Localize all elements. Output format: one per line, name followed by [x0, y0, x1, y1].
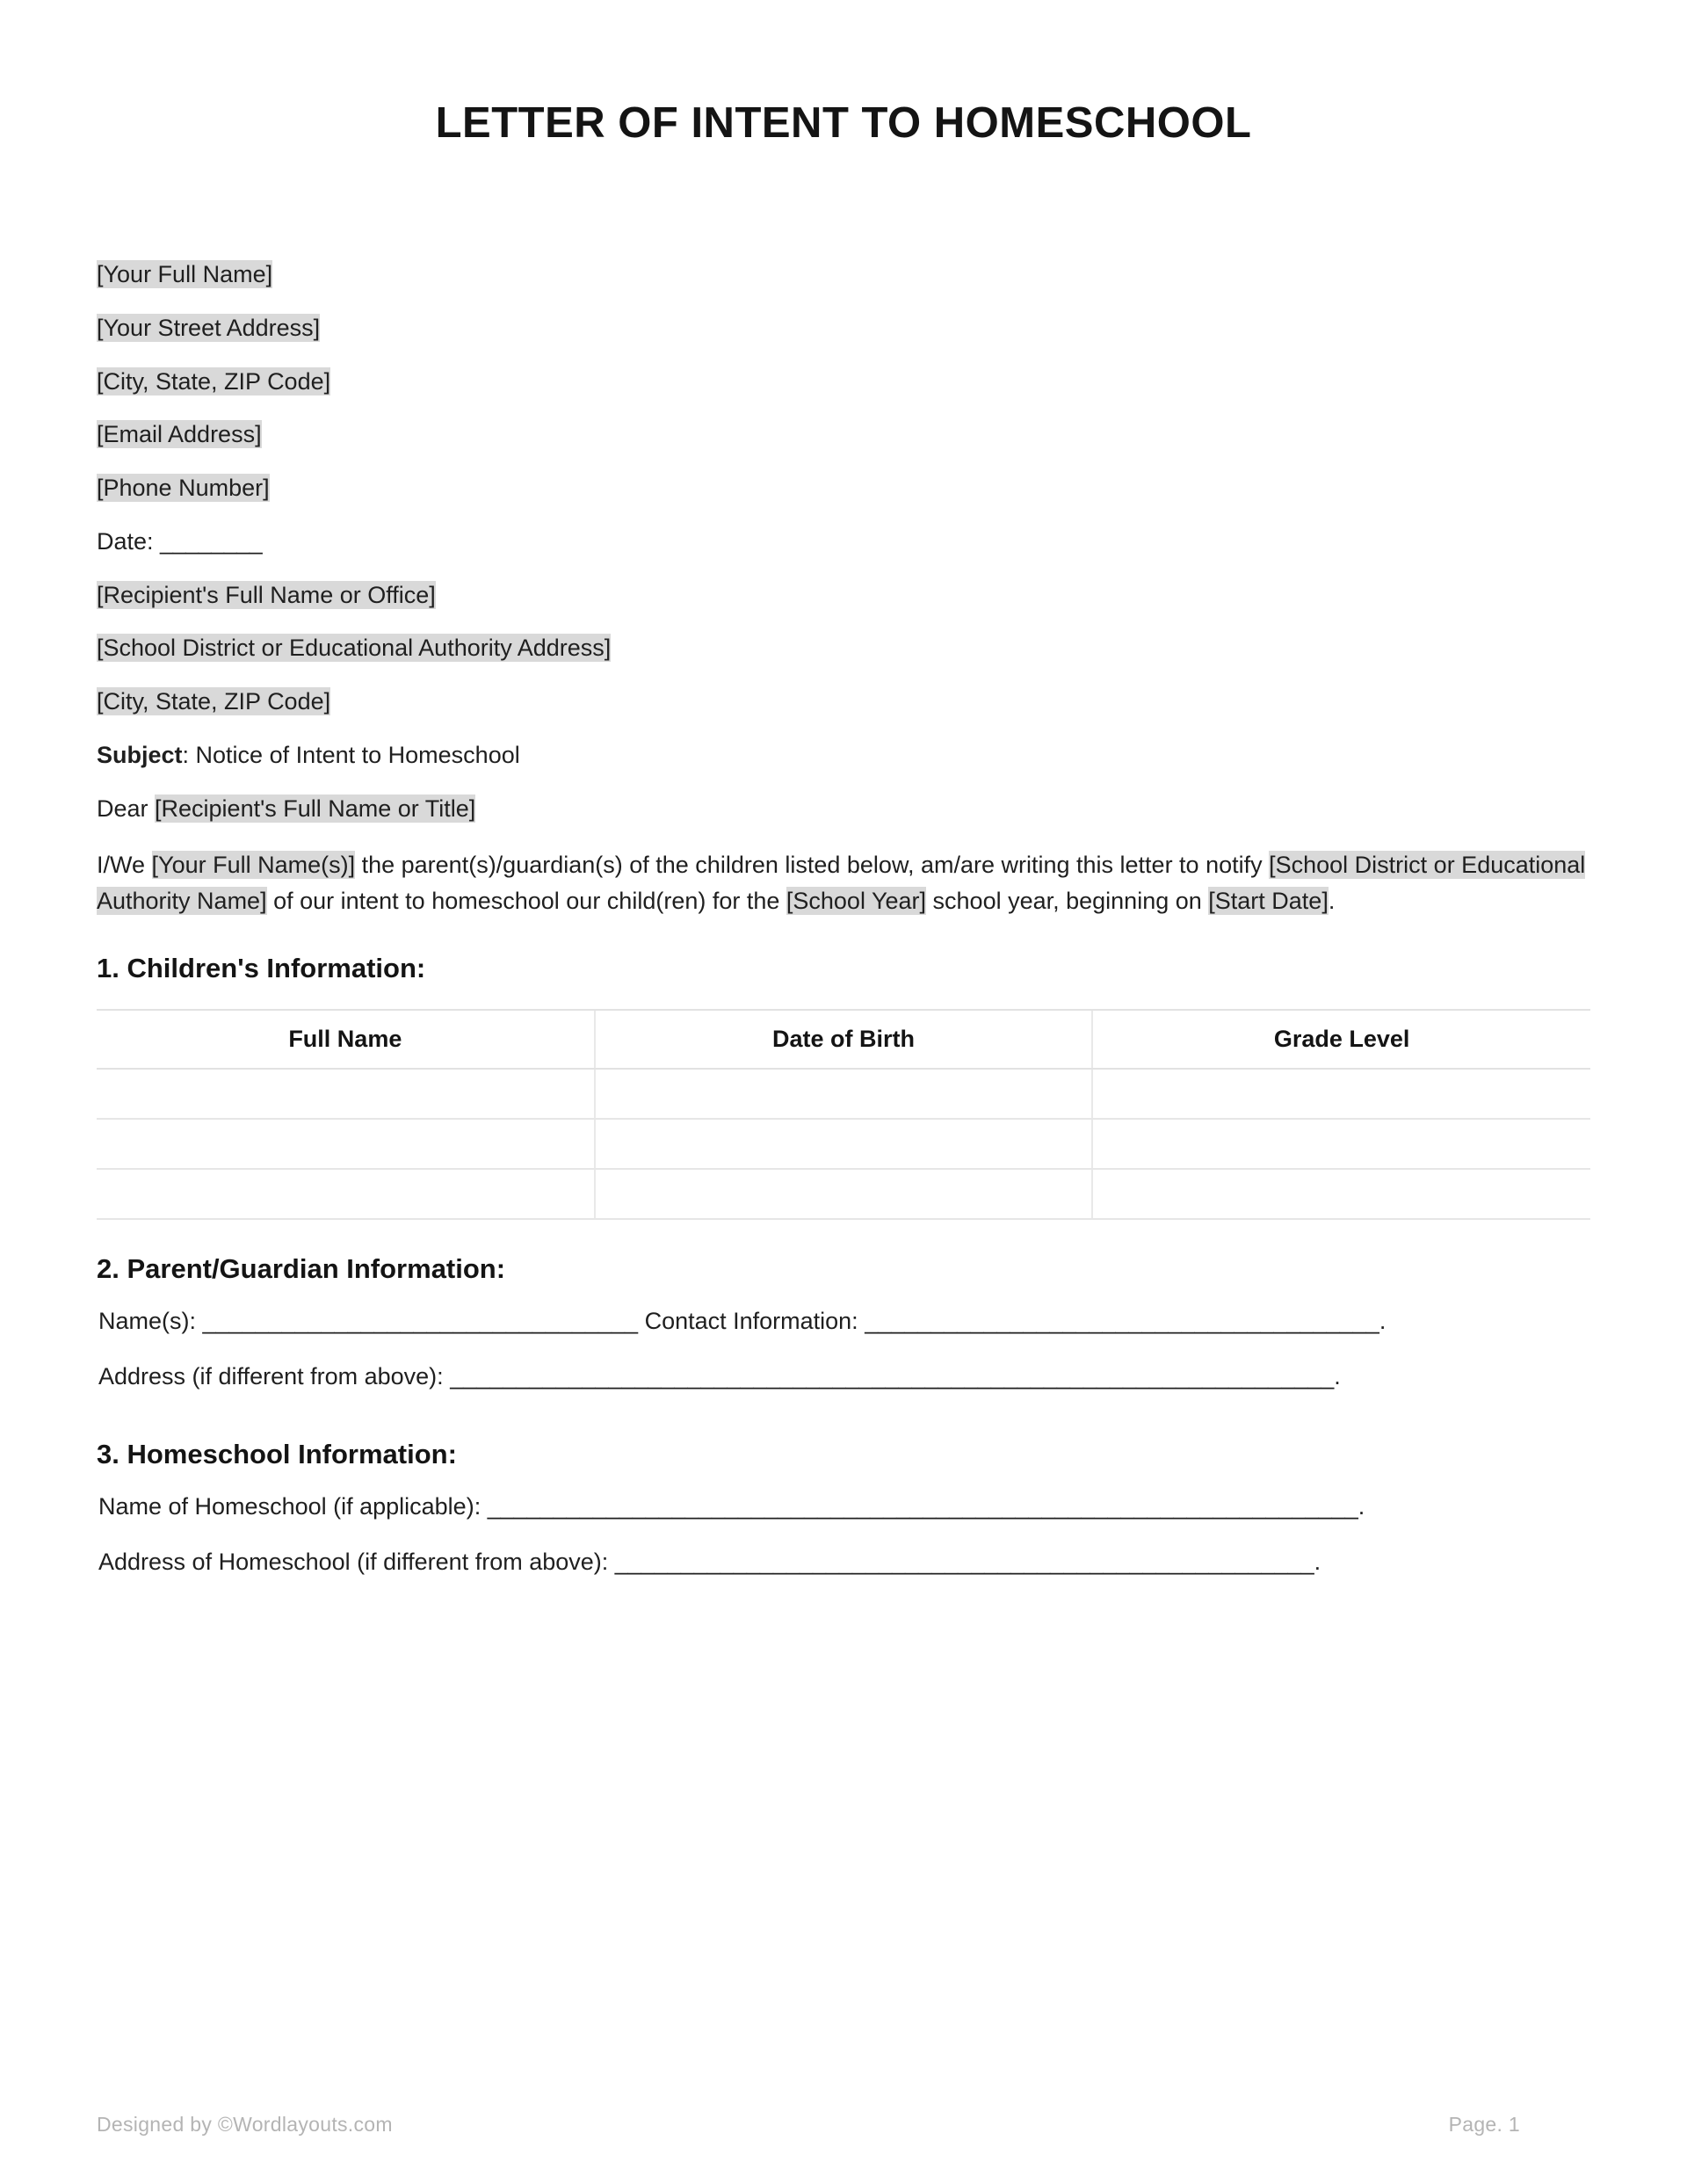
table-cell-full-name[interactable]: [97, 1069, 595, 1119]
parent-contact-label: Contact Information:: [638, 1308, 865, 1335]
footer-designed-by: Designed by ©Wordlayouts.com: [97, 2113, 393, 2136]
body-your-full-names-placeholder[interactable]: [Your Full Name(s)]: [151, 852, 356, 879]
homeschool-name-terminator: .: [1358, 1492, 1365, 1520]
table-column-header-grade-level: Grade Level: [1092, 1010, 1590, 1069]
parent-address-blank[interactable]: ___________________________________________________________________: [450, 1363, 1335, 1390]
recipient-name-placeholder[interactable]: [Recipient's Full Name or Office]: [97, 581, 436, 608]
page-title: LETTER OF INTENT TO HOMESCHOOL: [435, 99, 1252, 147]
body-text-part4: school year, beginning on: [926, 888, 1209, 915]
footer-page-number: Page. 1: [1448, 2113, 1520, 2136]
parent-names-label: Name(s):: [98, 1308, 203, 1335]
table-column-header-date-of-birth: Date of Birth: [595, 1010, 1093, 1069]
children-information-table: [97, 1009, 1590, 1220]
date-label: Date:: [97, 527, 161, 555]
recipient-city-line: [97, 687, 1590, 717]
parent-contact-terminator: .: [1379, 1308, 1387, 1335]
sender-street-address-placeholder[interactable]: [Your Street Address]: [97, 314, 321, 341]
table-cell-date-of-birth[interactable]: [595, 1069, 1093, 1119]
subject-text: : Notice of Intent to Homeschool: [182, 741, 520, 768]
table-cell-date-of-birth[interactable]: [595, 1119, 1093, 1169]
sender-street-line: [97, 314, 1590, 344]
salutation-line: [97, 795, 1590, 824]
parent-names-contact-field-line: [97, 1294, 1590, 1349]
parent-address-label: Address (if different from above):: [98, 1363, 451, 1390]
body-school-year-placeholder[interactable]: [School Year]: [786, 888, 927, 915]
section-heading-homeschool: 3. Homeschool Information:: [97, 1438, 457, 1469]
table-column-header-full-name: Full Name: [97, 1010, 595, 1069]
body-school-district-placeholder[interactable]: [School District or Educational Authority Name]: [97, 852, 1586, 915]
table-row: [97, 1069, 1590, 1119]
table-cell-date-of-birth[interactable]: [595, 1169, 1093, 1219]
subject-line: [97, 741, 1590, 771]
table-cell-full-name[interactable]: [97, 1169, 595, 1219]
intent-body-paragraph: [97, 847, 1590, 919]
parent-contact-blank[interactable]: _______________________________________: [865, 1308, 1379, 1335]
table-row: [97, 1169, 1590, 1219]
letterhead-block: [97, 260, 1590, 919]
body-text-part3: of our intent to homeschool our child(ren) for the: [266, 888, 786, 915]
table-cell-full-name[interactable]: [97, 1119, 595, 1169]
sender-email-line: [97, 420, 1590, 450]
table-header-row: [97, 1010, 1590, 1069]
sender-name-line: [97, 260, 1590, 290]
homeschool-name-blank[interactable]: __________________________________________________________________: [487, 1492, 1358, 1520]
homeschool-address-label: Address of Homeschool (if different from above):: [98, 1548, 615, 1575]
page-footer: [97, 2113, 1590, 2137]
homeschool-address-field-line: [97, 1535, 1590, 1590]
body-text-part2: the parent(s)/guardian(s) of the children listed below, am/are writing this letter to notify: [355, 852, 1270, 879]
table-cell-grade-level[interactable]: [1092, 1069, 1590, 1119]
sender-city-state-zip-placeholder[interactable]: [City, State, ZIP Code]: [97, 367, 331, 395]
sender-phone-line: [97, 474, 1590, 504]
parent-names-blank[interactable]: _________________________________: [202, 1308, 639, 1335]
body-start-date-placeholder[interactable]: [Start Date]: [1208, 888, 1329, 915]
sender-email-placeholder[interactable]: [Email Address]: [97, 421, 262, 448]
recipient-authority-address-placeholder[interactable]: [School District or Educational Authority Address]: [97, 635, 612, 662]
table-cell-grade-level[interactable]: [1092, 1169, 1590, 1219]
recipient-name-line: [97, 581, 1590, 611]
section-heading-children: 1. Children's Information:: [97, 953, 426, 984]
body-text-part5: .: [1328, 888, 1336, 915]
sender-full-name-placeholder[interactable]: [Your Full Name]: [97, 261, 273, 287]
recipient-address-line: [97, 634, 1590, 664]
homeschool-name-label: Name of Homeschool (if applicable):: [98, 1492, 488, 1520]
homeschool-address-blank[interactable]: _____________________________________________________: [614, 1548, 1314, 1575]
homeschool-name-field-line: [97, 1479, 1590, 1535]
homeschool-address-terminator: .: [1314, 1548, 1321, 1575]
parent-address-field-line: [97, 1349, 1590, 1404]
parent-address-terminator: .: [1334, 1363, 1341, 1390]
date-line: [97, 527, 1590, 557]
body-text-part1: I/We: [97, 852, 152, 879]
recipient-city-state-zip-placeholder[interactable]: [City, State, ZIP Code]: [97, 688, 331, 715]
salutation-recipient-placeholder[interactable]: [Recipient's Full Name or Title]: [155, 795, 476, 822]
subject-label: Subject: [97, 741, 183, 768]
table-cell-grade-level[interactable]: [1092, 1119, 1590, 1169]
sender-city-line: [97, 367, 1590, 397]
date-blank-field[interactable]: ________: [160, 527, 263, 555]
sender-phone-placeholder[interactable]: [Phone Number]: [97, 475, 270, 501]
table-row: [97, 1119, 1590, 1169]
section-heading-parent-guardian: 2. Parent/Guardian Information:: [97, 1253, 506, 1285]
salutation-greeting: Dear: [97, 795, 156, 822]
